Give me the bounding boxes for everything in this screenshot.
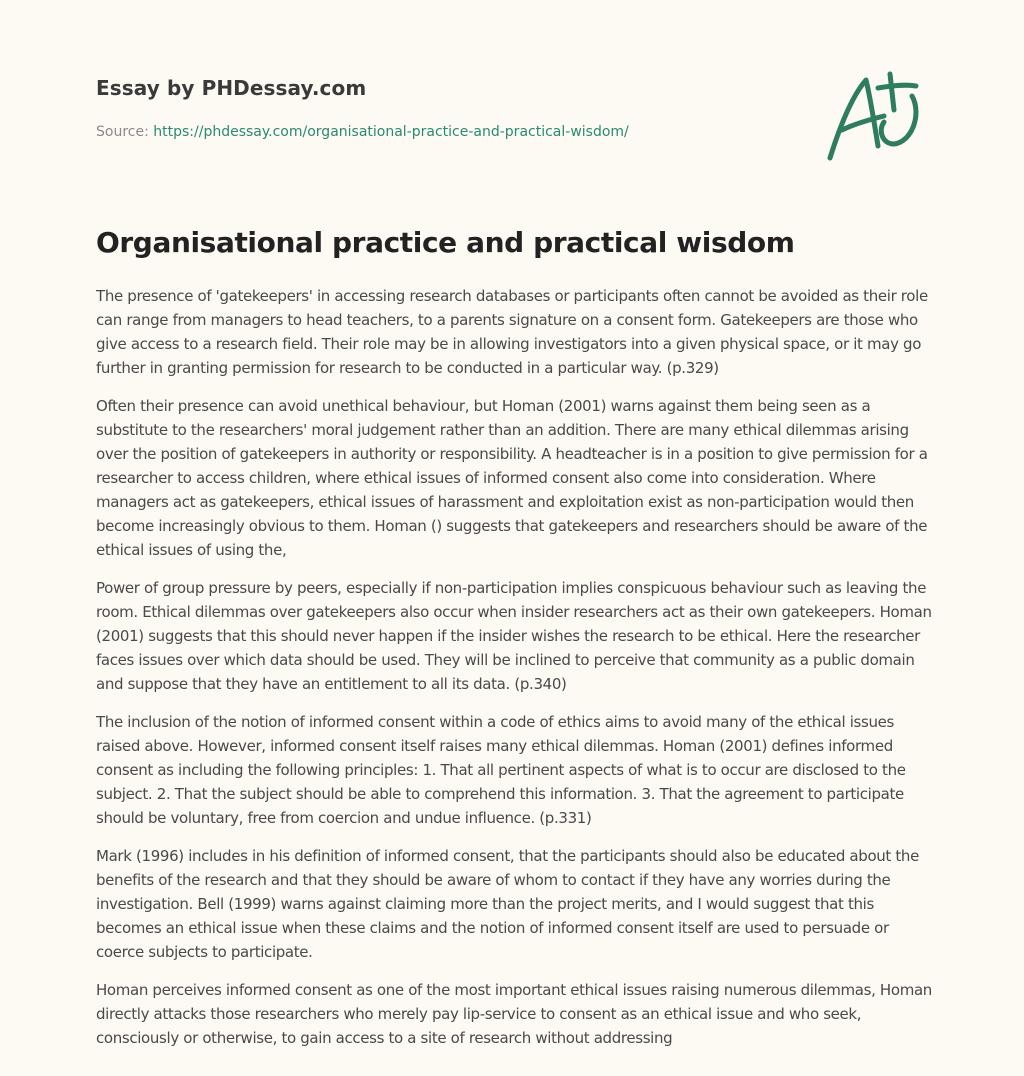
article-title: Organisational practice and practical wisdom (96, 226, 795, 259)
article-body (96, 284, 932, 1064)
site-brand: Essay by PHDessay.com (96, 76, 367, 100)
article-paragraph: Often their presence can avoid unethical behaviour, but Homan (2001) warns against them being seen as a substitute to the researchers' moral judgement rather than an addition. There are many ethical dilemmas arising over the position of gatekeepers in authority or responsibility. A headteacher is in a position to give permission for a researcher to access children, where ethical issues of informed consent also come into consideration. Where managers act as gatekeepers, ethical issues of harassment and exploitation exist as non-participation would then become increasingly obvious to them. Homan () suggests that gatekeepers and researchers should be aware of the ethical issues of using the, (96, 397, 928, 559)
article-paragraph: Mark (1996) includes in his definition of informed consent, that the participants should also be educated about the benefits of the research and that they should be aware of whom to contact if they have any worries during the investigation. Bell (1999) warns against claiming more than the project merits, and I would suggest that this becomes an ethical issue when these claims and the notion of informed consent itself are used to persuade or coerce subjects to participate. (96, 847, 919, 961)
article-paragraph: The inclusion of the notion of informed consent within a code of ethics aims to avoid many of the ethical issues raised above. However, informed consent itself raises many ethical dilemmas. Homan (2001) defines informed consent as including the following principles: 1. That all pertinent aspects of what is to occur are disclosed to the subject. 2. That the subject should be able to comprehend this information. 3. That the agreement to participate should be voluntary, free from coercion and undue influence. (p.331) (96, 713, 906, 827)
article-paragraph: The presence of 'gatekeepers' in accessing research databases or participants often cannot be avoided as their role can range from managers to head teachers, to a parents signature on a consent form. Gatekeepers are those who give access to a research field. Their role may be in allowing investigators into a given physical space, or it may go further in granting permission for research to be conducted in a particular way. (p.329) (96, 287, 928, 377)
article-paragraph: Power of group pressure by peers, especially if non-participation implies conspicuous behaviour such as leaving the room. Ethical dilemmas over gatekeepers also occur when insider researchers act as their own gatekeepers. Homan (2001) suggests that this should never happen if the insider wishes the research to be ethical. Here the researcher faces issues over which data should be used. They will be inclined to perceive that community as a public domain and suppose that they have an entitlement to all its data. (p.340) (96, 579, 932, 693)
source-line (96, 124, 629, 140)
a-plus-logo-icon (820, 66, 930, 166)
article-paragraph: Homan perceives informed consent as one of the most important ethical issues raising numerous dilemmas, Homan directly attacks those researchers who merely pay lip-service to consent as an ethical issue and who seek, consciously or otherwise, to gain access to a site of research without addressing (96, 981, 932, 1047)
source-link[interactable]: https://phdessay.com/organisational-practice-and-practical-wisdom/ (153, 124, 629, 140)
source-label: Source: (96, 124, 149, 140)
page-header (96, 76, 928, 140)
